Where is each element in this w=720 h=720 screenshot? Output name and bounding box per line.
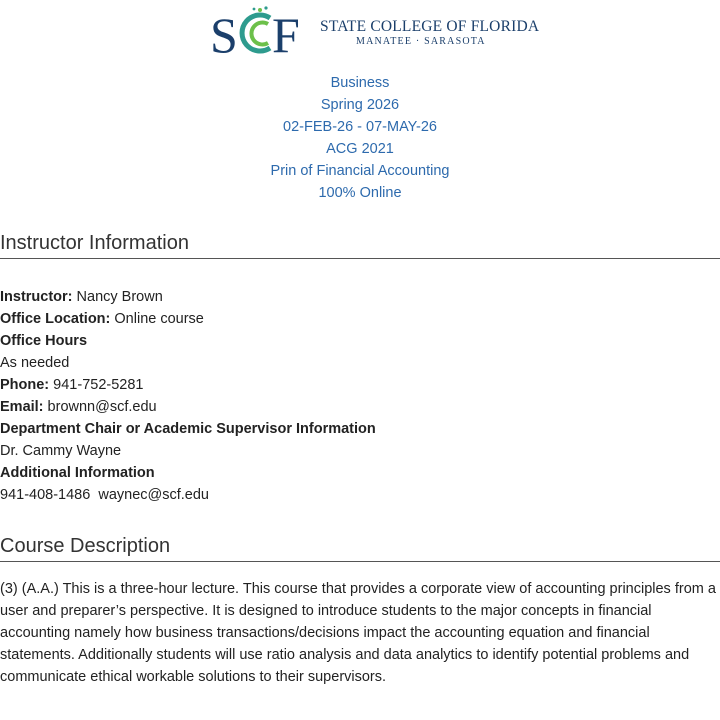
- office-hours-value: As needed: [0, 355, 70, 371]
- term-label: Spring 2026: [320, 97, 400, 113]
- svg-text:F: F: [272, 7, 300, 58]
- course-code: ACG 2021: [326, 141, 394, 157]
- email-row: [0, 396, 720, 418]
- office-row: [0, 308, 720, 330]
- department-label: Business: [330, 75, 390, 91]
- course-header: [0, 72, 720, 204]
- office-value: Online course: [114, 311, 204, 327]
- phone-value: 941-752-5281: [53, 377, 144, 393]
- phone-row: [0, 374, 720, 396]
- chair-label-row: [0, 418, 720, 440]
- email-label: Email:: [0, 399, 44, 415]
- additional-label-row: [0, 462, 720, 484]
- svg-text:S: S: [210, 7, 238, 58]
- chair-label: Department Chair or Academic Supervisor Information: [0, 421, 376, 437]
- additional-info-label: Additional Information: [0, 465, 155, 481]
- office-label: Office Location:: [0, 311, 111, 327]
- delivery-mode: 100% Online: [318, 185, 402, 201]
- college-logo: [0, 4, 720, 60]
- course-description-heading: Course Description: [0, 535, 720, 562]
- email-value: brownn@scf.edu: [47, 399, 157, 415]
- course-title: Prin of Financial Accounting: [270, 163, 450, 179]
- additional-info-value: 941-408-1486 waynec@scf.edu: [0, 487, 209, 503]
- office-hours-label-row: [0, 330, 720, 352]
- instructor-name: Nancy Brown: [76, 289, 163, 305]
- office-hours-label: Office Hours: [0, 333, 88, 349]
- course-description-text: (3) (A.A.) This is a three-hour lecture. This course that provides a corporate view of accounting principles from a user and preparer’s perspective. It is designed to introduce students to the major concepts in financial accounting namely how business transactions/decisions impact the accounting equation and financial statements. Additionally students will use ratio analysis and data analytics to identify potential problems and communicate ethical workable solutions to their supervisors.: [0, 581, 716, 685]
- instructor-row: [0, 286, 720, 308]
- logo-subtitle: MANATEE · SARASOTA: [356, 36, 486, 47]
- instructor-info: [0, 286, 720, 506]
- chair-name: Dr. Cammy Wayne: [0, 443, 122, 459]
- phone-label: Phone:: [0, 377, 50, 393]
- scf-logo-mark-icon: [210, 4, 320, 58]
- instructor-section-heading: Instructor Information: [0, 232, 720, 259]
- instructor-label: Instructor:: [0, 289, 73, 305]
- logo-title: STATE COLLEGE OF FLORIDA: [320, 18, 540, 35]
- date-range: 02-FEB-26 - 07-MAY-26: [283, 119, 437, 135]
